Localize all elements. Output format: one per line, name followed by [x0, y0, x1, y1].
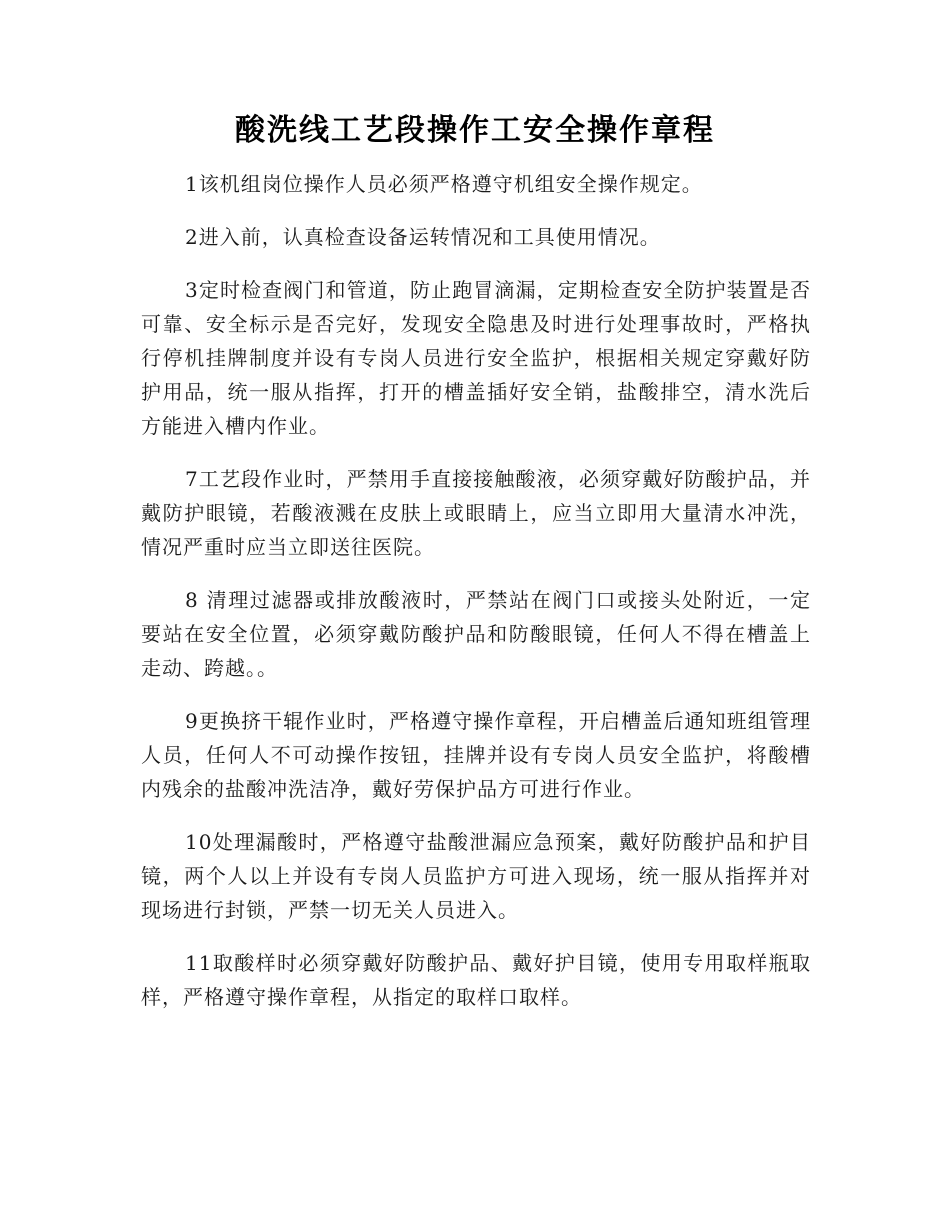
document-title: 酸洗线工艺段操作工安全操作章程: [235, 113, 715, 148]
paragraph-3: 3定时检查阀门和管道，防止跑冒滴漏，定期检查安全防护装置是否可靠、安全标示是否完好，发现安全隐患及时进行处理事故时，严格执行停机挂牌制度并设有专岗人员进行安全监护，根据相关规定穿戴好防护用品，统一服从指挥，打开的槽盖插好安全销，盐酸排空，清水洗后方能进入槽内作业。: [141, 278, 811, 438]
paragraph-7: 7工艺段作业时，严禁用手直接接触酸液，必须穿戴好防酸护品，并戴防护眼镜，若酸液溅在皮肤上或眼睛上，应当立即用大量清水冲洗，情况严重时应当立即送往医院。: [141, 467, 811, 559]
paragraph-2: 2进入前，认真检查设备运转情况和工具使用情况。: [185, 225, 661, 249]
paragraph-9: 9更换挤干辊作业时，严格遵守操作章程，开启槽盖后通知班组管理人员，任何人不可动操作按钮，挂牌并设有专岗人员安全监护，将酸槽内残余的盐酸冲洗洁净，戴好劳保护品方可进行作业。: [141, 709, 811, 801]
paragraph-10: 10处理漏酸时，严格遵守盐酸泄漏应急预案，戴好防酸护品和护目镜，两个人以上并设有专岗人员监护方可进入现场，统一服从指挥并对现场进行封锁，严禁一切无关人员进入。: [141, 830, 811, 922]
paragraph-8: 8 清理过滤器或排放酸液时，严禁站在阀门口或接头处附近，一定要站在安全位置，必须穿戴防酸护品和防酸眼镜，任何人不得在槽盖上走动、跨越。。: [141, 588, 811, 680]
paragraph-1: 1该机组岗位操作人员必须严格遵守机组安全操作规定。: [185, 172, 703, 196]
document-body: [141, 167, 811, 1033]
paragraph-11: 11取酸样时必须穿戴好防酸护品、戴好护目镜，使用专用取样瓶取样，严格遵守操作章程，从指定的取样口取样。: [141, 951, 811, 1009]
